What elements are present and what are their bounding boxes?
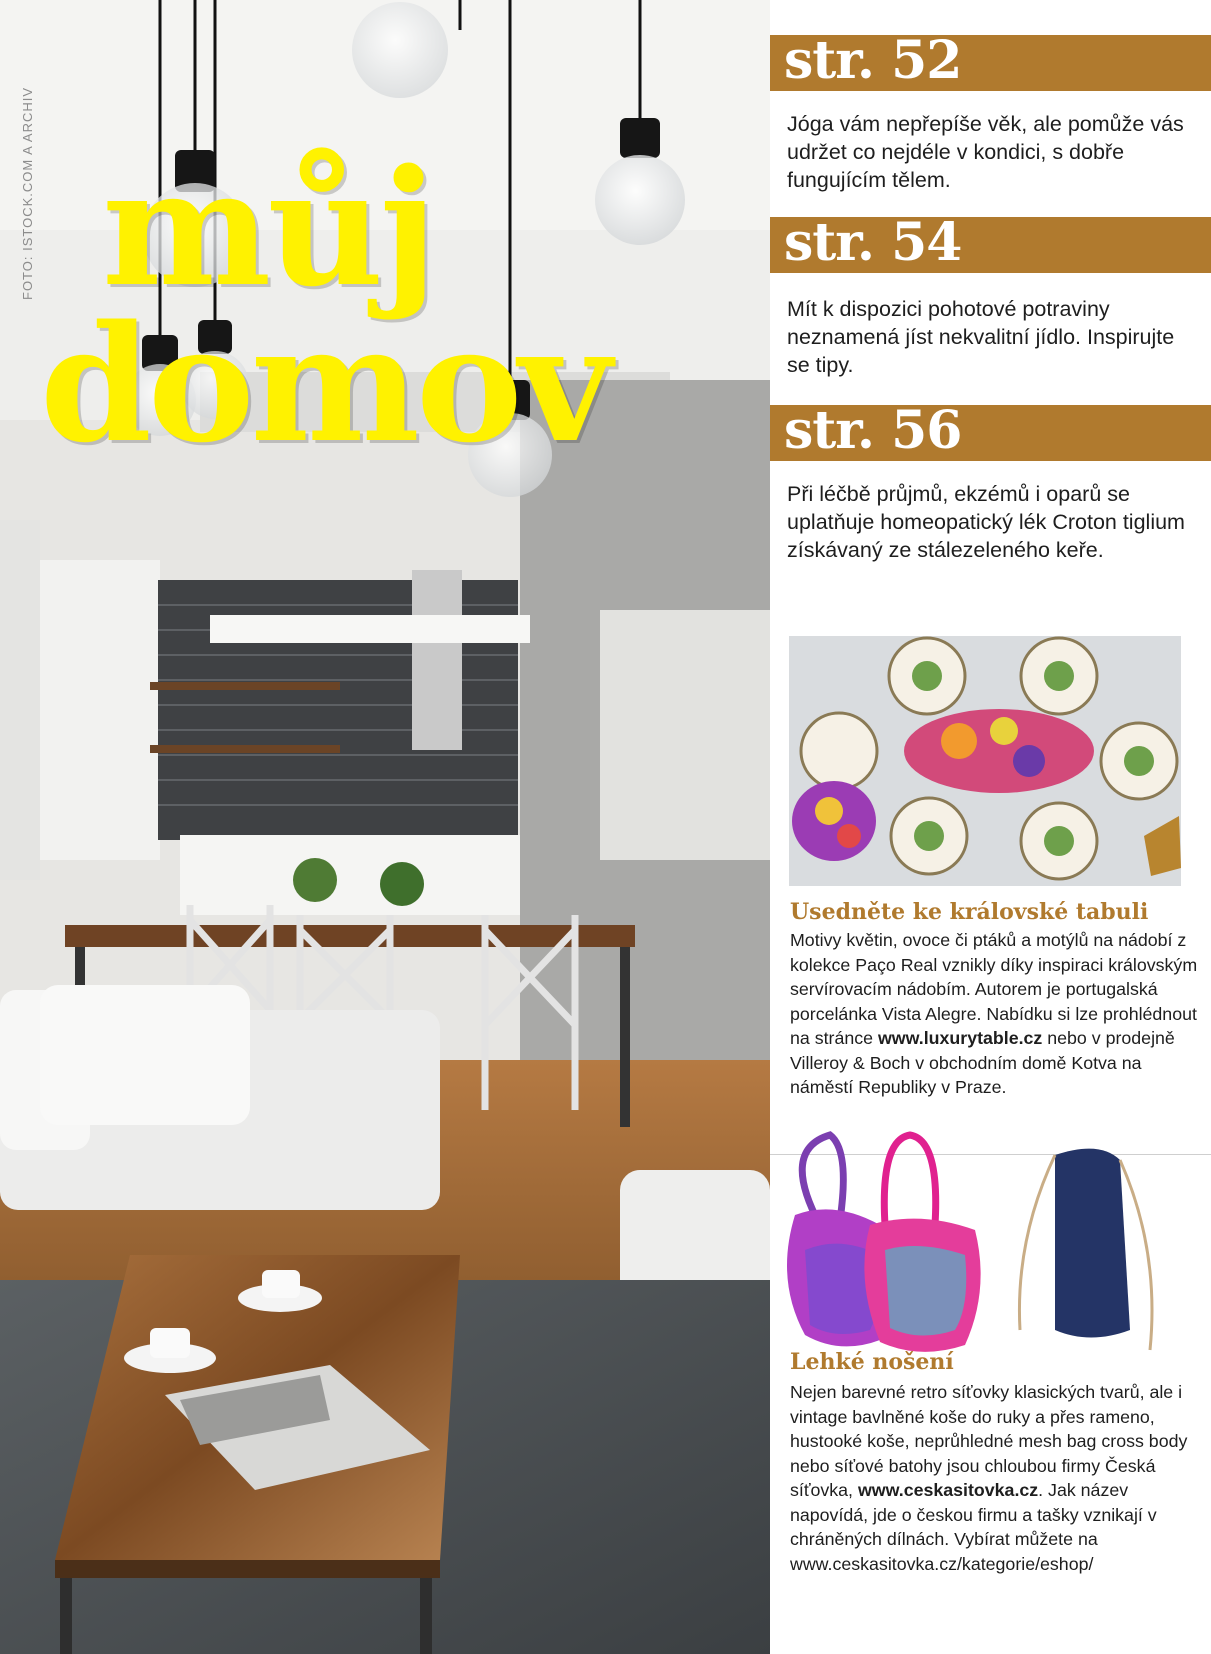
article-text: Nejen barevné retro síťovky klasických tvarů, ale i vintage bavlněné koše do ruky a přes rameno, hustooké koše, neprůhledné mesh bag cross body nebo síťové batohy jsou chloubou firmy Česká síťovka, <box>790 1382 1188 1500</box>
headline <box>40 134 608 478</box>
teaser-text: Mít k dispozici pohotové potraviny neznamená jíst nekvalitní jídlo. Inspirujte se tipy. <box>787 297 1175 377</box>
article-body <box>790 1380 1200 1576</box>
headline-line-2: domov <box>40 290 608 478</box>
table-setting-photo <box>789 636 1181 886</box>
page-reference-bar <box>770 30 1211 91</box>
right-column <box>770 0 1211 1654</box>
article-link[interactable]: www.ceskasitovka.cz <box>857 1480 1039 1500</box>
article-text: . Jak název napovídá, jde o českou firmu a tašky vznikají v chráněných dílnách. Vybírat můžete na www.ceskasitovka.cz/kategorie/eshop/ <box>790 1480 1157 1574</box>
page-reference: str. 52 <box>784 30 962 91</box>
net-bags-photo <box>770 1130 1211 1360</box>
article-title: Usedněte ke královské tabuli <box>790 899 1149 925</box>
article-text: Motivy květin, ovoce či ptáků a motýlů na nádobí z kolekce Paço Real vznikly díky inspiraci královským servírovacím nádobím. Autorem je portugalská porcelánka Vista Alegre. Nabídku si lze prohlédnout na stránce <box>790 930 1198 1048</box>
teaser-text: Při léčbě průjmů, ekzémů i oparů se uplatňuje homeopatický lék Croton tiglium získávaný ze stálezeleného keře. <box>787 482 1185 562</box>
article-text: nebo v prodejně Villeroy & Boch v obchodním domě Kotva na náměstí Republiky v Praze. <box>790 1028 1175 1097</box>
page-reference-bar <box>770 212 1211 273</box>
teaser-text: Jóga vám nepřepíše věk, ale pomůže vás udržet co nejdéle v kondici, s dobře fungujícím tělem. <box>787 112 1184 192</box>
article-title: Lehké nošení <box>790 1349 954 1375</box>
page-reference-bar <box>770 400 1211 461</box>
headline-line-1: můj <box>102 134 434 322</box>
article-body <box>790 928 1200 1100</box>
article-link[interactable]: www.luxurytable.cz <box>877 1028 1043 1048</box>
photo-credit: FOTO: ISTOCK.COM A ARCHIV <box>20 86 35 300</box>
page-reference: str. 56 <box>784 400 962 461</box>
page-reference: str. 54 <box>784 212 962 273</box>
